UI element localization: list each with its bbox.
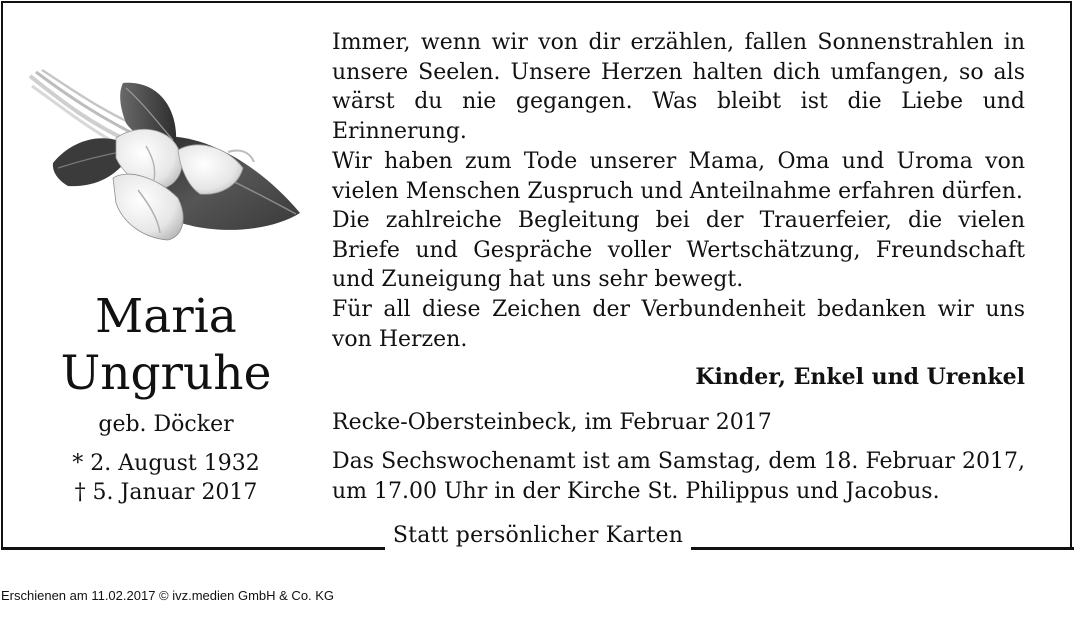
thanks-line-1: Wir haben zum Tode unserer Mama, Oma und Uroma von vielen Menschen Zuspruch und Anteilnahme erfahren dürfen. xyxy=(332,149,1025,204)
birth-date: * 2. August 1932 xyxy=(72,451,260,476)
calla-lily-flower-icon xyxy=(28,68,304,248)
place-date: Recke-Obersteinbeck, im Februar 2017 xyxy=(332,410,772,435)
death-date: † 5. Januar 2017 xyxy=(74,480,258,505)
bottom-rule-right xyxy=(691,547,1074,550)
footer-caption: Statt persönlicher Karten xyxy=(392,523,684,548)
service-announcement: Das Sechswochenamt ist am Samstag, dem 18. Februar 2017, um 17.00 Uhr in der Kirche St. Philippus und Jacobus. xyxy=(332,449,1025,504)
deceased-birth-name: geb. Döcker xyxy=(98,412,234,437)
deceased-last-name: Ungruhe xyxy=(60,346,272,401)
bottom-rule-left xyxy=(1,547,385,550)
thanks-paragraph xyxy=(332,147,1025,354)
thanks-line-3: Für all diese Zeichen der Verbundenheit bedanken wir uns von Herzen. xyxy=(332,296,1025,352)
deceased-first-name: Maria xyxy=(95,289,237,344)
publication-credit: Erschienen am 11.02.2017 © ivz.medien GmbH & Co. KG xyxy=(1,588,335,603)
poem-paragraph: Immer, wenn wir von dir erzählen, fallen Sonnenstrahlen in unsere Seelen. Unsere Herzen halten dich umfangen, so als wärst du nie gegangen. Was bleibt ist die Liebe und Erinnerung. xyxy=(332,30,1025,144)
thanks-line-2: Die zahlreiche Begleitung bei der Trauerfeier, die vielen Briefe und Gespräche voller Wertschätzung, Freundschaft und Zuneigung hat uns sehr bewegt. xyxy=(332,208,1025,293)
signature: Kinder, Enkel und Urenkel xyxy=(695,364,1025,390)
